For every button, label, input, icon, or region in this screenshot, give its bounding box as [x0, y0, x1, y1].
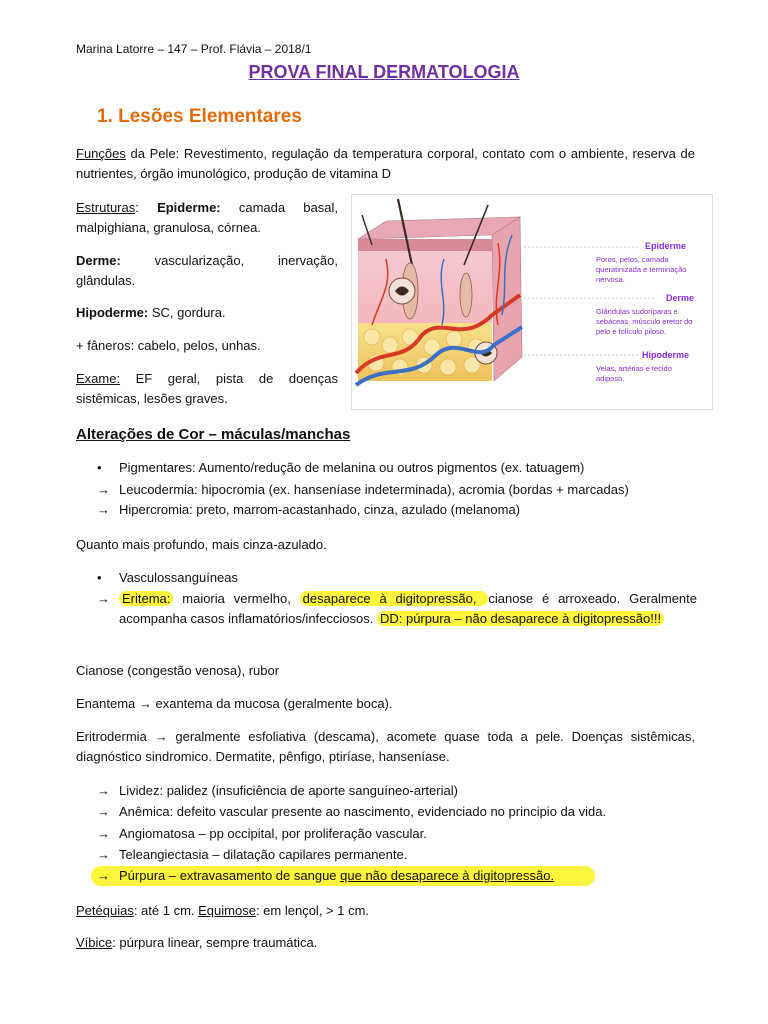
figure-desc-epiderme — [596, 255, 686, 285]
derme-text: vascularização, inervação, glândulas. — [76, 253, 338, 288]
page-title-text: PROVA FINAL DERMATOLOGIA — [248, 62, 520, 82]
paragraph-profundo: Quanto mais profundo, mais cinza-azulado. — [76, 537, 327, 552]
funcoes-label: Funções — [76, 146, 126, 161]
figure-desc-line: adiposo. — [596, 374, 625, 383]
estruturas-colon: : — [135, 200, 158, 215]
petequias-label: Petéquias — [76, 903, 134, 918]
funcoes-text: da Pele: Revestimento, regulação da temperatura corporal, contato com o ambiente, reserva de nutrientes, órgão imunológico, produção de vitamina D — [76, 146, 695, 181]
paragraph-funcoes — [76, 144, 695, 184]
figure-desc-line: queratinizada e terminação — [596, 265, 687, 274]
vibice-text: : púrpura linear, sempre traumática. — [112, 935, 318, 950]
bullet-marker: • — [97, 570, 102, 585]
enantema-text: exantema da mucosa (geralmente boca). — [151, 696, 393, 711]
list-item-text: Teleangiectasia – dilatação capilares permanente. — [119, 847, 408, 862]
list-item-text: Angiomatosa – pp occipital, por proliferação vascular. — [119, 826, 427, 841]
highlight-dd-purpura: DD: púrpura – não desaparece à digitopressão!!! — [377, 611, 664, 626]
list-item — [97, 480, 697, 500]
petequias-text: : até 1 cm. — [133, 903, 199, 918]
section-heading-lesoes: 1. Lesões Elementares — [97, 106, 302, 127]
figure-desc-line: pelo e folículo piloso. — [596, 327, 667, 336]
list-item — [97, 781, 697, 801]
figure-label-hipoderme: Hipoderme — [642, 350, 690, 360]
hipoderme-label: Hipoderme: — [76, 305, 149, 320]
purpura-text-2: que não desaparece à digitopressão. — [340, 868, 555, 883]
figure-desc-line: Poros, pelos, camada — [596, 255, 669, 264]
paragraph-faneros: + fâneros: cabelo, pelos, unhas. — [76, 338, 261, 353]
figure-label-derme: Derme — [666, 293, 695, 303]
list-item — [97, 458, 697, 478]
exame-label: Exame: — [76, 371, 121, 386]
eritema-text-2: cianose é arroxeado. Geralmente acompanha casos inflamatórios/infecciosos. — [119, 591, 698, 626]
equimose-text: : em lençol, > 1 cm. — [255, 903, 370, 918]
list-item-eritema — [97, 589, 697, 653]
list-item-text: Leucodermia: hipocromia (ex. hanseníase indeterminada), acromia (bordas + marcadas) — [119, 482, 629, 497]
enantema-label: Enantema — [76, 696, 139, 711]
arrow-marker: → — [97, 783, 110, 798]
vibice-label: Víbice — [76, 935, 113, 950]
document-header: Marina Latorre – 147 – Prof. Flávia – 2018/1 — [76, 42, 312, 56]
page-title — [0, 62, 768, 83]
paragraph-exame — [76, 369, 338, 409]
list-item-text: Lividez: palidez (insuficiência de aporte sanguíneo-arterial) — [119, 783, 458, 798]
arrow-marker: → — [97, 826, 110, 841]
paragraph-cianose: Cianose (congestão venosa), rubor — [76, 663, 280, 678]
epiderme-text: camada basal, malpighiana, granulosa, córnea. — [76, 200, 338, 235]
section-heading-alteracoes: Alterações de Cor – máculas/manchas — [76, 426, 351, 443]
list-item — [97, 568, 697, 588]
list-item-text: Pigmentares: Aumento/redução de melanina ou outros pigmentos (ex. tatuagem) — [119, 460, 585, 475]
figure-desc-line: Veias, artérias e tecido — [596, 364, 672, 373]
arrow-marker: → — [97, 804, 110, 819]
epiderme-label: Epiderme: — [157, 200, 221, 215]
exame-text: EF geral, pista de doenças sistêmicas, lesões graves. — [76, 371, 338, 406]
arrow-marker: → — [97, 847, 110, 862]
purpura-text-1: Púrpura – extravasamento de sangue — [119, 868, 341, 883]
arrow-marker: → — [97, 868, 110, 883]
list-item-text: Anêmica: defeito vascular presente ao nascimento, evidenciado no principio da vida. — [119, 804, 607, 819]
list-item — [97, 824, 697, 844]
paragraph-estruturas — [76, 198, 338, 238]
figure-label-epiderme: Epiderme — [645, 241, 687, 251]
highlight-desaparece: desaparece à digitopressão, — [300, 591, 489, 606]
paragraph-eritrodermia — [76, 727, 695, 767]
figure-desc-line: nervosa. — [596, 275, 625, 284]
eritema-text — [119, 589, 697, 629]
figure-desc-line: sebáceas, músculo eretor do — [596, 317, 693, 326]
hipoderme-text: SC, gordura. — [148, 305, 226, 320]
arrow-icon: → — [154, 729, 168, 744]
paragraph-petequias — [76, 901, 695, 921]
eritema-label: Eritema: — [119, 591, 173, 606]
paragraph-enantema — [76, 694, 695, 714]
derme-label: Derme: — [76, 253, 121, 268]
arrow-icon: → — [138, 696, 152, 711]
purpura-text — [119, 866, 697, 886]
skin-diagram — [351, 194, 713, 410]
eritrodermia-label: Eritrodermia — [76, 729, 155, 744]
list-item — [97, 500, 697, 520]
paragraph-hipoderme — [76, 303, 338, 323]
eritema-text-1: maioria vermelho, — [173, 591, 300, 606]
bullet-marker: • — [97, 460, 102, 475]
estruturas-label: Estruturas — [76, 200, 136, 215]
arrow-marker: → — [97, 482, 110, 497]
equimose-label: Equimose — [198, 903, 256, 918]
eritrodermia-text: geralmente esfoliativa (descama), acomete quase toda a pele. Doenças sistêmicas, diagnóstico sindromico. Dermatite, pênfigo, ptiríase, hanseníase. — [76, 729, 695, 764]
list-item — [97, 845, 697, 865]
paragraph-vibice — [76, 933, 695, 953]
arrow-marker: → — [97, 502, 110, 517]
paragraph-derme — [76, 251, 338, 291]
figure-desc-derme — [596, 307, 692, 337]
figure-desc-hipoderme — [596, 364, 672, 384]
figure-desc-line: Glândulas sudoríparas e — [596, 307, 678, 316]
list-item-text: Vasculossanguíneas — [119, 570, 239, 585]
list-item — [97, 802, 697, 822]
list-item-purpura — [97, 866, 697, 886]
list-item-text: Hipercromia: preto, marrom-acastanhado, cinza, azulado (melanoma) — [119, 502, 521, 517]
arrow-marker: → — [97, 591, 110, 606]
